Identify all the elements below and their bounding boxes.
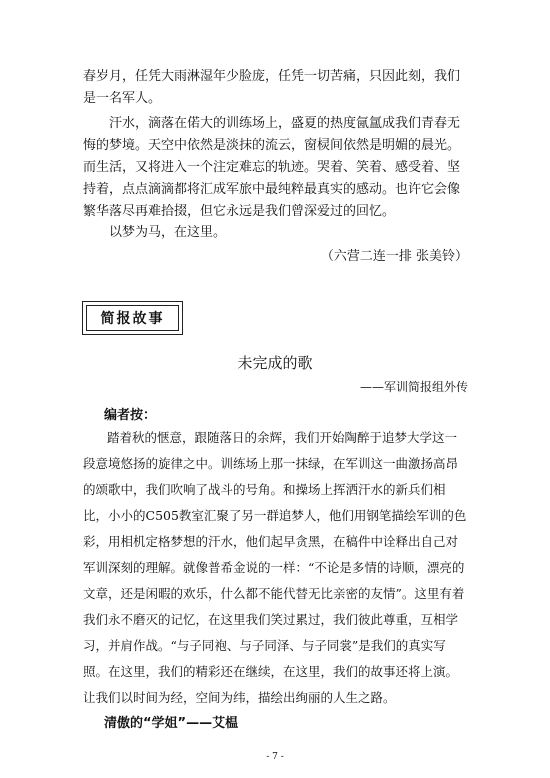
- section-header-box: [82, 301, 183, 335]
- section-header-label: 简报故事: [86, 305, 179, 331]
- intro-paragraph-1: [83, 66, 468, 110]
- paragraph-text: 汗水，滴落在偌大的训练场上，盛夏的热度氤氲成我们青春无悔的梦境。天空中依然是淡抹的流云，窗棂间依然是明媚的晨光。而生活，又将进入一个注定难忘的轨迹。哭着、笑着、感受着、坚持着，点点滴滴都将汇成军旅中最纯粹最真实的感动。也许它会像繁华落尽再难拾掇，但它永远是我们曾深爱过的回忆。: [83, 116, 461, 219]
- paragraph-text: 以梦为马，在这里。: [109, 225, 227, 240]
- paragraph-text: 春岁月，任凭大雨淋湿年少脸庞，任凭一切苦痛，只因此刻，我们是一名军人。: [83, 69, 461, 106]
- paragraph-text: 踏着秋的惬意，跟随落日的余辉，我们开始陶醉于追梦大学这一段意境悠扬的旋律之中。训练场上那一抹绿，在军训这一曲激扬高昂的颂歌中，我们吹响了战斗的号角。和操场上挥洒汗水的新兵们相比，小小的C505教室汇聚了另一群追梦人，他们用钢笔描绘军训的色彩，用相机定格梦想的汗水，他们起早贪黑，在稿件中诠释出自己对军训深刻的理解。就像普希金说的一样：“不论是多情的诗顺，漂亮的文章，还是闲暇的欢乐，什么都不能代替无比亲密的友情”。这里有着我们永不磨灭的记忆，在这里我们笑过累过，我们彼此尊重，互相学习，并肩作战。“与子同袍、与子同泽、与子同裳”是我们的真实写照。在这里，我们的精彩还在继续，在这里，我们的故事还将上演。让我们以时间为经，空间为纬，描绘出绚丽的人生之路。: [83, 430, 467, 705]
- story-heading: 清傲的“学姐”——艾榅: [104, 716, 239, 731]
- article-title: 未完成的歌: [237, 354, 313, 372]
- article-subtitle: ——军训简报组外传: [359, 380, 468, 394]
- intro-paragraph-3: [83, 222, 468, 244]
- editor-note-label: 编者按：: [104, 408, 157, 423]
- intro-paragraph-2: [83, 113, 468, 223]
- editor-note-paragraph: [83, 425, 468, 711]
- author-signature: （六营二连一排 张美铃）: [320, 249, 468, 264]
- page-number: - 7 -: [266, 752, 284, 762]
